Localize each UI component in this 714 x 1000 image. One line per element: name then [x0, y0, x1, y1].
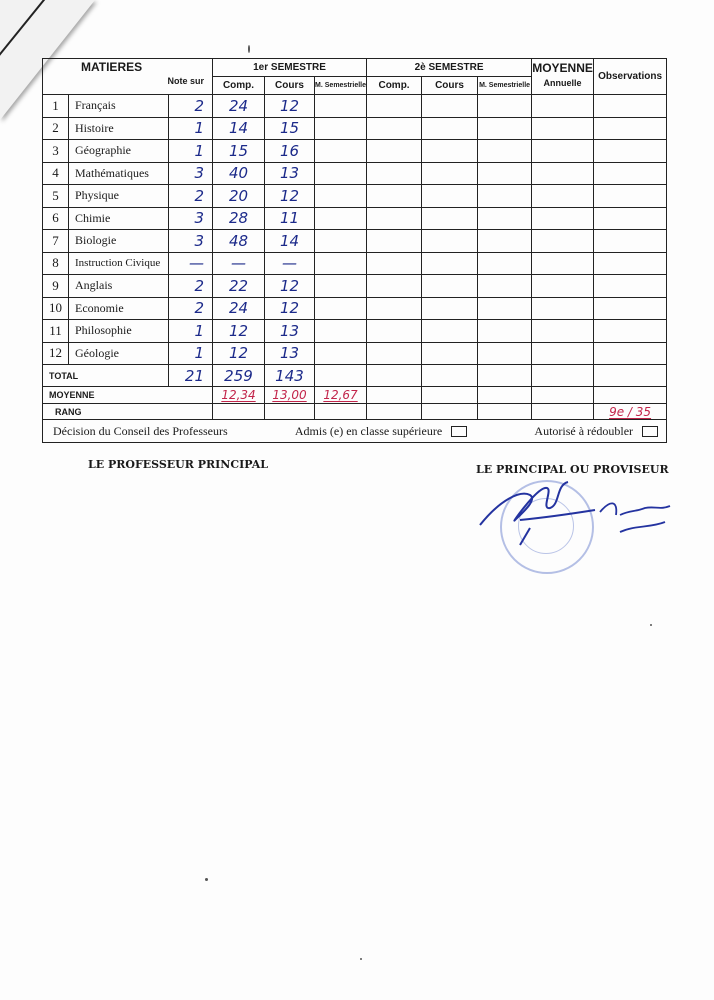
s2-cours: [422, 162, 478, 185]
s2-cours: [422, 185, 478, 208]
s1-msem: [315, 275, 367, 298]
row-number: 2: [43, 117, 69, 140]
s1-cours: 13: [265, 320, 315, 343]
subject-name: Géologie: [69, 342, 169, 365]
s1-comp: 40: [213, 162, 265, 185]
s1-cours: —: [265, 252, 315, 275]
s2-comp: [367, 297, 422, 320]
s2-comp: [367, 162, 422, 185]
annual-average: [532, 207, 594, 230]
empty-cell: [315, 365, 367, 387]
rang-value: 9e / 35: [594, 404, 667, 420]
s2-comp: [367, 230, 422, 253]
s1-comp: 15: [213, 140, 265, 163]
s2-msem: [478, 117, 532, 140]
observation: [594, 207, 667, 230]
row-number: 10: [43, 297, 69, 320]
coefficient: 3: [169, 207, 213, 230]
s2-comp: [367, 185, 422, 208]
annual-average: [532, 140, 594, 163]
s1-comp: 24: [213, 297, 265, 320]
scan-speck: [205, 878, 208, 881]
coefficient: 1: [169, 117, 213, 140]
observation: [594, 117, 667, 140]
redoubler-checkbox[interactable]: [642, 426, 658, 437]
row-number: 9: [43, 275, 69, 298]
s1-comp: 22: [213, 275, 265, 298]
admis-option: [295, 424, 467, 439]
s1-cours: 12: [265, 95, 315, 118]
s1-msem: [315, 185, 367, 208]
annual-average: [532, 252, 594, 275]
table-row: [43, 230, 667, 253]
coefficient: 2: [169, 185, 213, 208]
empty-cell: [422, 365, 478, 387]
s2-comp: [367, 207, 422, 230]
header-row-1: [43, 59, 667, 77]
total-row: [43, 365, 667, 387]
moyenne-annuelle-header: [532, 59, 594, 95]
subject-name: Economie: [69, 297, 169, 320]
empty-cell: [367, 365, 422, 387]
s1-msem: [315, 320, 367, 343]
s1-cours-header: Cours: [265, 77, 315, 95]
empty-cell: [478, 365, 532, 387]
s2-msem: [478, 297, 532, 320]
s1-msem: [315, 117, 367, 140]
table-row: [43, 297, 667, 320]
s2-msem: [478, 140, 532, 163]
empty-cell: [478, 404, 532, 420]
annual-average: [532, 275, 594, 298]
observation: [594, 140, 667, 163]
semester-1-header: 1er SEMESTRE: [213, 59, 367, 77]
s1-comp-header: Comp.: [213, 77, 265, 95]
s1-comp: 24: [213, 95, 265, 118]
subject-name: Chimie: [69, 207, 169, 230]
row-number: 8: [43, 252, 69, 275]
s1-comp: —: [213, 252, 265, 275]
decision-cell: [43, 420, 667, 443]
s1-msem: [315, 230, 367, 253]
s2-cours: [422, 140, 478, 163]
s1-cours: 11: [265, 207, 315, 230]
s1-cours: 13: [265, 342, 315, 365]
rang-label: RANG: [43, 404, 213, 420]
s1-cours: 13: [265, 162, 315, 185]
s2-cours: [422, 95, 478, 118]
moyenne-s1-semestrielle: 12,67: [315, 387, 367, 404]
s1-msem: [315, 252, 367, 275]
annual-average: [532, 230, 594, 253]
empty-cell: [594, 387, 667, 404]
empty-cell: [422, 387, 478, 404]
observation: [594, 297, 667, 320]
s1-cours: 12: [265, 297, 315, 320]
coefficient: 1: [169, 320, 213, 343]
annual-average: [532, 297, 594, 320]
empty-cell: [213, 404, 265, 420]
row-number: 7: [43, 230, 69, 253]
empty-cell: [265, 404, 315, 420]
s2-msem: [478, 320, 532, 343]
empty-cell: [315, 404, 367, 420]
s1-msem: [315, 140, 367, 163]
s2-cours: [422, 207, 478, 230]
coefficient: 1: [169, 140, 213, 163]
s1-comp: 28: [213, 207, 265, 230]
s1-comp: 12: [213, 320, 265, 343]
row-number: 3: [43, 140, 69, 163]
table-row: [43, 162, 667, 185]
s2-comp-header: Comp.: [367, 77, 422, 95]
coefficient: —: [169, 252, 213, 275]
row-number: 4: [43, 162, 69, 185]
s2-comp: [367, 275, 422, 298]
scan-speck: [360, 958, 362, 960]
s1-cours: 14: [265, 230, 315, 253]
s1-msem: [315, 207, 367, 230]
subject-name: Anglais: [69, 275, 169, 298]
s1-comp: 12: [213, 342, 265, 365]
s2-msem: [478, 207, 532, 230]
s2-msem: [478, 275, 532, 298]
coefficient: 2: [169, 275, 213, 298]
principal-proviseur-title: LE PRINCIPAL OU PROVISEUR: [476, 463, 669, 476]
redoubler-option: [534, 424, 658, 439]
empty-cell: [532, 387, 594, 404]
semester-2-header: 2è SEMESTRE: [367, 59, 532, 77]
observation: [594, 185, 667, 208]
decision-row: [43, 420, 667, 443]
s2-msem: [478, 252, 532, 275]
s1-comp: 48: [213, 230, 265, 253]
subject-name: Mathématiques: [69, 162, 169, 185]
s1-cours: 16: [265, 140, 315, 163]
coefficient: 2: [169, 95, 213, 118]
redoubler-label: Autorisé à rédoubler: [534, 423, 634, 438]
table-row: [43, 320, 667, 343]
s2-cours: [422, 342, 478, 365]
table-row: [43, 207, 667, 230]
s2-comp: [367, 140, 422, 163]
empty-cell: [367, 387, 422, 404]
moyenne-row: [43, 387, 667, 404]
observation: [594, 342, 667, 365]
s2-cours: [422, 230, 478, 253]
subject-name: Géographie: [69, 140, 169, 163]
s1-msem: [315, 162, 367, 185]
moyenne-label: MOYENNE: [43, 387, 213, 404]
decision-label: Décision du Conseil des Professeurs: [53, 423, 228, 438]
s1-comp: 14: [213, 117, 265, 140]
admis-checkbox[interactable]: [451, 426, 467, 437]
s2-comp: [367, 252, 422, 275]
s2-cours: [422, 117, 478, 140]
total-label: TOTAL: [43, 365, 169, 387]
annual-average: [532, 342, 594, 365]
subject-name: Biologie: [69, 230, 169, 253]
empty-cell: [422, 404, 478, 420]
table-row: [43, 252, 667, 275]
s2-comp: [367, 95, 422, 118]
table-row: [43, 185, 667, 208]
grades-table: [42, 58, 667, 443]
observation: [594, 320, 667, 343]
coefficient: 3: [169, 230, 213, 253]
s2-comp: [367, 117, 422, 140]
row-number: 6: [43, 207, 69, 230]
s2-msem: [478, 162, 532, 185]
s2-msem: [478, 95, 532, 118]
moyenne-s1-cours: 13,00: [265, 387, 315, 404]
s2-msem-header: M. Semestrielle: [478, 77, 532, 95]
coefficient: 3: [169, 162, 213, 185]
s2-comp: [367, 342, 422, 365]
s2-comp: [367, 320, 422, 343]
observations-header: Observations: [594, 59, 667, 95]
rang-row: [43, 404, 667, 420]
s1-msem: [315, 342, 367, 365]
row-number: 12: [43, 342, 69, 365]
empty-cell: [532, 404, 594, 420]
matieres-header: [43, 59, 213, 95]
scan-speck: [248, 45, 250, 53]
s2-cours: [422, 252, 478, 275]
subject-name: Philosophie: [69, 320, 169, 343]
s1-msem: [315, 95, 367, 118]
matieres-label: MATIERES: [81, 60, 143, 74]
empty-cell: [367, 404, 422, 420]
observation: [594, 230, 667, 253]
subject-name: Histoire: [69, 117, 169, 140]
row-number: 11: [43, 320, 69, 343]
scan-speck: [650, 624, 652, 626]
s1-cours: 12: [265, 185, 315, 208]
s2-cours: [422, 275, 478, 298]
observation: [594, 252, 667, 275]
annual-average: [532, 117, 594, 140]
s2-cours: [422, 320, 478, 343]
empty-cell: [532, 365, 594, 387]
annual-average: [532, 320, 594, 343]
subject-name: Instruction Civique: [69, 252, 169, 275]
annual-average: [532, 185, 594, 208]
handwritten-signature: [460, 470, 690, 560]
s1-comp: 20: [213, 185, 265, 208]
empty-cell: [594, 365, 667, 387]
annual-average: [532, 162, 594, 185]
subject-name: Physique: [69, 185, 169, 208]
total-s1-cours: 143: [265, 365, 315, 387]
observation: [594, 162, 667, 185]
total-coefficient: 21: [169, 365, 213, 387]
table-row: [43, 275, 667, 298]
empty-cell: [478, 387, 532, 404]
moyenne-s1-comp: 12,34: [213, 387, 265, 404]
admis-label: Admis (e) en classe supérieure: [294, 423, 443, 438]
s2-cours: [422, 297, 478, 320]
s2-msem: [478, 185, 532, 208]
coefficient: 1: [169, 342, 213, 365]
s1-msem-header: M. Semestrielle: [315, 77, 367, 95]
observation: [594, 275, 667, 298]
table-row: [43, 117, 667, 140]
table-row: [43, 342, 667, 365]
s2-msem: [478, 342, 532, 365]
note-sur-label: Note sur: [167, 76, 204, 86]
observation: [594, 95, 667, 118]
professeur-principal-title: LE PROFESSEUR PRINCIPAL: [88, 458, 268, 471]
total-s1-comp: 259: [213, 365, 265, 387]
s1-cours: 15: [265, 117, 315, 140]
coefficient: 2: [169, 297, 213, 320]
s2-cours-header: Cours: [422, 77, 478, 95]
row-number: 1: [43, 95, 69, 118]
s1-msem: [315, 297, 367, 320]
row-number: 5: [43, 185, 69, 208]
annual-average: [532, 95, 594, 118]
table-row: [43, 140, 667, 163]
moyenne-header-label: MOYENNE: [532, 61, 593, 75]
s2-msem: [478, 230, 532, 253]
annuelle-header-label: Annuelle: [543, 78, 582, 88]
subject-name: Français: [69, 95, 169, 118]
table-row: [43, 95, 667, 118]
s1-cours: 12: [265, 275, 315, 298]
